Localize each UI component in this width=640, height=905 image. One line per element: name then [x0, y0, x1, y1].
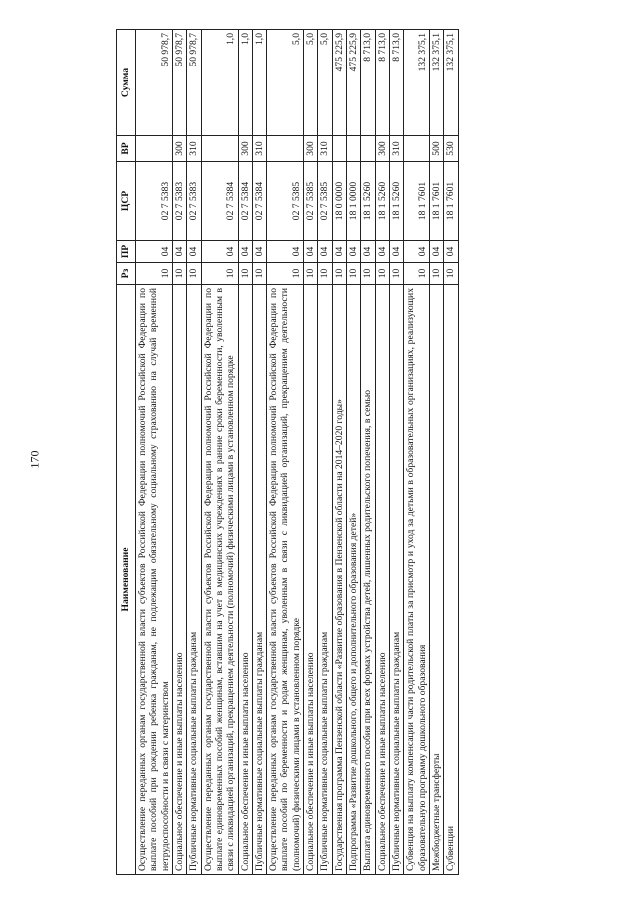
table-row — [238, 30, 252, 875]
cell-name: Социальное обеспечение и иные выплаты населению — [304, 285, 318, 875]
cell-pr: 04 — [332, 241, 346, 263]
cell-csr: 02 7 5385 — [318, 162, 332, 241]
header-sum: Сумма — [117, 30, 136, 136]
cell-sum: 132 375,1 — [444, 30, 458, 136]
cell-name: Социальное обеспечение и иные выплаты населению — [238, 285, 252, 875]
cell-csr: 02 7 5383 — [187, 162, 201, 241]
cell-csr: 18 1 0000 — [347, 162, 361, 241]
cell-vr: 310 — [389, 136, 403, 162]
cell-pr: 04 — [318, 241, 332, 263]
cell-csr: 18 1 7601 — [404, 162, 430, 241]
cell-rz: 10 — [304, 263, 318, 285]
cell-vr — [361, 136, 375, 162]
cell-sum: 8 713,0 — [361, 30, 375, 136]
table-row — [187, 30, 201, 875]
cell-rz: 10 — [347, 263, 361, 285]
cell-rz: 10 — [201, 263, 238, 285]
cell-pr: 04 — [267, 241, 304, 263]
cell-sum: 50 978,7 — [172, 30, 186, 136]
cell-vr: 310 — [187, 136, 201, 162]
cell-vr: 500 — [429, 136, 443, 162]
cell-vr: 530 — [444, 136, 458, 162]
cell-csr: 02 7 5385 — [304, 162, 318, 241]
table-row — [332, 30, 346, 875]
cell-pr: 04 — [361, 241, 375, 263]
cell-rz: 10 — [444, 263, 458, 285]
table-row — [201, 30, 238, 875]
cell-pr: 04 — [389, 241, 403, 263]
header-vr: ВР — [117, 136, 136, 162]
cell-rz: 10 — [375, 263, 389, 285]
cell-rz: 10 — [238, 263, 252, 285]
table-row — [136, 30, 173, 875]
cell-sum: 475 225,9 — [332, 30, 346, 136]
table-row — [361, 30, 375, 875]
cell-rz: 10 — [318, 263, 332, 285]
table-row — [252, 30, 266, 875]
cell-name: Осуществление переданных органам государственной власти субъектов Российской Федерации полномочий Российской Федерации по выплате единовременных пособий женщинам, вставшим на учет в медицинских учреждениях в ранние сроки беременности, уволенным в связи с ликвидацией организаций, прекращением деятельности (полномочий) физическими лицами в установленном порядке — [201, 285, 238, 875]
cell-vr: 300 — [375, 136, 389, 162]
cell-csr: 02 7 5384 — [201, 162, 238, 241]
cell-name: Межбюджетные трансферты — [429, 285, 443, 875]
cell-csr: 18 1 5260 — [361, 162, 375, 241]
cell-rz: 10 — [361, 263, 375, 285]
cell-vr: 310 — [252, 136, 266, 162]
cell-vr: 300 — [172, 136, 186, 162]
cell-name: Публичные нормативные социальные выплаты гражданам — [389, 285, 403, 875]
cell-sum: 5,0 — [267, 30, 304, 136]
cell-sum: 475 225,9 — [347, 30, 361, 136]
cell-sum: 1,0 — [201, 30, 238, 136]
cell-csr: 02 7 5384 — [238, 162, 252, 241]
cell-vr — [267, 136, 304, 162]
cell-pr: 04 — [375, 241, 389, 263]
cell-sum: 1,0 — [252, 30, 266, 136]
cell-csr: 18 1 5260 — [375, 162, 389, 241]
table-row — [172, 30, 186, 875]
cell-sum: 50 978,7 — [187, 30, 201, 136]
cell-pr: 04 — [429, 241, 443, 263]
cell-vr — [404, 136, 430, 162]
cell-sum: 132 375,1 — [429, 30, 443, 136]
cell-name: Подпрограмма «Развитие дошкольного, общего и дополнительного образования детей» — [347, 285, 361, 875]
table-row — [267, 30, 304, 875]
budget-table — [116, 29, 459, 875]
cell-pr: 04 — [252, 241, 266, 263]
cell-rz: 10 — [404, 263, 430, 285]
cell-pr: 04 — [238, 241, 252, 263]
table-header-row — [117, 30, 136, 875]
cell-rz: 10 — [136, 263, 173, 285]
cell-vr: 300 — [304, 136, 318, 162]
cell-csr: 02 7 5383 — [172, 162, 186, 241]
cell-rz: 10 — [187, 263, 201, 285]
cell-rz: 10 — [332, 263, 346, 285]
cell-pr: 04 — [172, 241, 186, 263]
table-body — [136, 30, 459, 875]
cell-sum: 50 978,7 — [136, 30, 173, 136]
cell-vr — [332, 136, 346, 162]
cell-pr: 04 — [347, 241, 361, 263]
cell-pr: 04 — [201, 241, 238, 263]
table-row — [375, 30, 389, 875]
cell-rz: 10 — [389, 263, 403, 285]
cell-pr: 04 — [404, 241, 430, 263]
cell-name: Публичные нормативные социальные выплаты гражданам — [187, 285, 201, 875]
header-csr: ЦСР — [117, 162, 136, 241]
cell-sum: 132 375,1 — [404, 30, 430, 136]
cell-name: Субвенции — [444, 285, 458, 875]
cell-sum: 8 713,0 — [375, 30, 389, 136]
cell-pr: 04 — [444, 241, 458, 263]
table-row — [304, 30, 318, 875]
table-row — [389, 30, 403, 875]
cell-csr: 18 0 0000 — [332, 162, 346, 241]
cell-vr: 310 — [318, 136, 332, 162]
cell-name: Социальное обеспечение и иные выплаты населению — [172, 285, 186, 875]
cell-csr: 18 1 7601 — [429, 162, 443, 241]
table-row — [347, 30, 361, 875]
cell-name: Государственная программа Пензенской области «Развитие образования в Пензенской области на 2014–2020 годы» — [332, 285, 346, 875]
cell-name: Публичные нормативные социальные выплаты гражданам — [252, 285, 266, 875]
cell-sum: 5,0 — [318, 30, 332, 136]
cell-name: Публичные нормативные социальные выплаты гражданам — [318, 285, 332, 875]
cell-sum: 8 713,0 — [389, 30, 403, 136]
cell-name: Осуществление переданных органам государственной власти субъектов Российской Федерации полномочий Российской Федерации по выплате пособий при рождении ребенка гражданам, не подлежащим обязательному социальному страхованию на случай временной нетрудоспособности и в связи с материнством — [136, 285, 173, 875]
cell-csr: 02 7 5383 — [136, 162, 173, 241]
cell-pr: 04 — [136, 241, 173, 263]
cell-pr: 04 — [304, 241, 318, 263]
cell-name: Осуществление переданных органам государственной власти субъектов Российской Федерации полномочий Российской Федерации по выплате пособий по беременности и родам женщинам, уволенным в связи с ликвидацией организаций, прекращением деятельности (полномочий) физическими лицами в установленном порядке — [267, 285, 304, 875]
cell-name: Социальное обеспечение и иные выплаты населению — [375, 285, 389, 875]
header-pr: ПР — [117, 241, 136, 263]
cell-csr: 02 7 5385 — [267, 162, 304, 241]
table-row — [429, 30, 443, 875]
cell-sum: 1,0 — [238, 30, 252, 136]
cell-name: Выплата единовременного пособия при всех формах устройства детей, лишенных родительского попечения, в семью — [361, 285, 375, 875]
cell-rz: 10 — [267, 263, 304, 285]
cell-vr: 300 — [238, 136, 252, 162]
table-row — [318, 30, 332, 875]
table-row — [444, 30, 458, 875]
cell-vr — [201, 136, 238, 162]
table-row — [404, 30, 430, 875]
cell-csr: 18 1 5260 — [389, 162, 403, 241]
cell-csr: 02 7 5384 — [252, 162, 266, 241]
rotated-page-content — [116, 30, 564, 875]
cell-sum: 5,0 — [304, 30, 318, 136]
cell-rz: 10 — [252, 263, 266, 285]
header-rz: Рз — [117, 263, 136, 285]
cell-name: Субвенция на выплату компенсации части родительской платы за присмотр и уход за детьми в образовательных организациях, реализующих образовательную программу дошкольного образования — [404, 285, 430, 875]
cell-pr: 04 — [187, 241, 201, 263]
cell-rz: 10 — [172, 263, 186, 285]
header-name: Наименование — [117, 285, 136, 875]
cell-vr — [136, 136, 173, 162]
cell-vr — [347, 136, 361, 162]
cell-csr: 18 1 7601 — [444, 162, 458, 241]
cell-rz: 10 — [429, 263, 443, 285]
page-number: 170 — [27, 450, 42, 469]
